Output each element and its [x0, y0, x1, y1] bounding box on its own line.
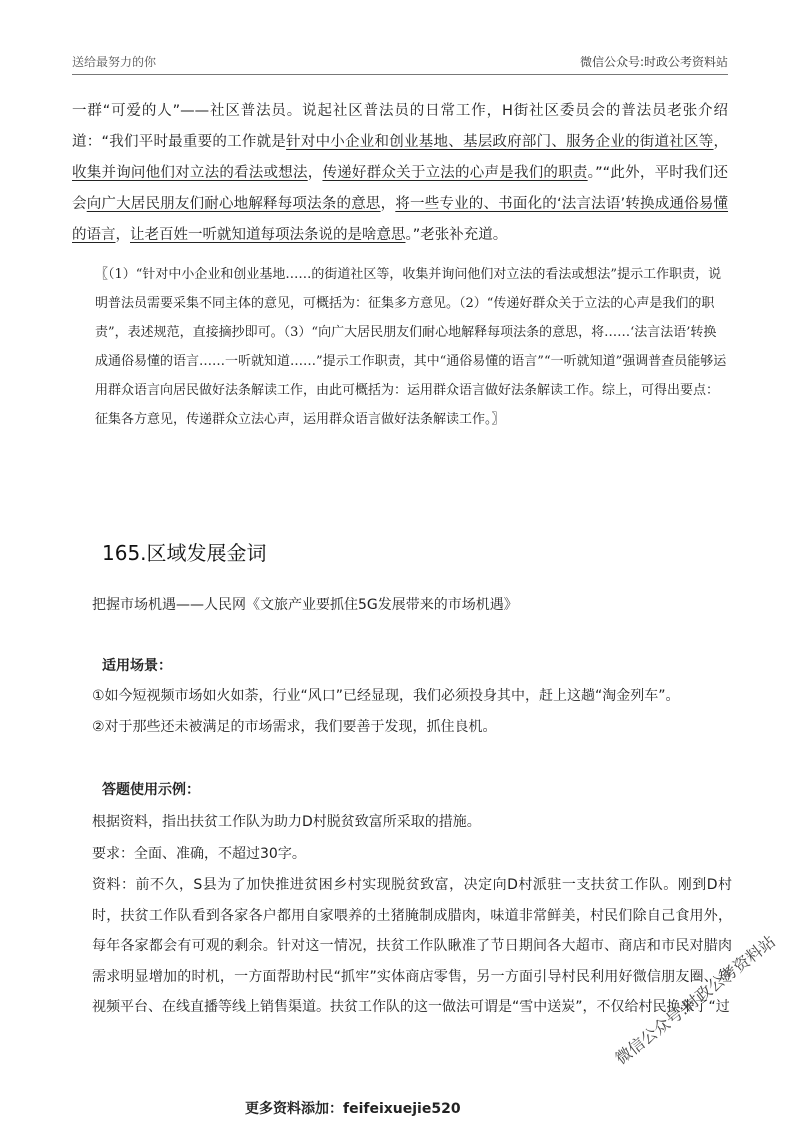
- watermark-text: 微信公众号:时政公考资料站: [611, 931, 779, 1069]
- scenario-item-1: ①如今短视频市场如火如荼，行业“风口”已经显现，我们必须投身其中，赶上这趟“淘金列车”。: [92, 688, 680, 704]
- section-title: 165.区域发展金词: [102, 541, 267, 565]
- scenario-title: 适用场景：: [102, 658, 172, 674]
- header-divider: [72, 74, 728, 75]
- interview-paragraph: 一群“可爱的人”——社区普法员。说起社区普法员的日常工作，H街社区委员会的普法员老张介绍道：“我们平时最重要的工作就是针对中小企业和创业基地、基层政府部门、服务企业的街道社区等，收集并询问他们对立法的看法或想法，传递好群众关于立法的心声是我们的职责。”“此外，平时我们还会向广大居民朋友们耐心地解释每项法条的意思，将一些专业的、书面化的‘法言法语’转换成通俗易懂的语言，让老百姓一听就知道每项法条说的是啥意思。”老张补充道。: [72, 103, 729, 243]
- example-title: 答题使用示例：: [102, 782, 200, 798]
- footer-text: 更多资料添加：feifeixuejie520: [245, 1101, 461, 1117]
- header-left-text: 送给最努力的你: [72, 55, 157, 69]
- example-question: 根据资料，指出扶贫工作队为助力D村脱贫致富所采取的措施。: [92, 814, 481, 830]
- header-right-text: 微信公众号:时政公考资料站: [579, 55, 728, 69]
- example-requirement: 要求：全面、准确，不超过30字。: [92, 846, 306, 862]
- scenario-item-2: ②对于那些还未被满足的市场需求，我们要善于发现，抓住良机。: [92, 719, 497, 735]
- analysis-paragraph: 〖（1）“针对中小企业和创业基地……的街道社区等，收集并询问他们对立法的看法或想法”提示工作职责，说明普法员需要采集不同主体的意见，可概括为：征集多方意见。（2）“传递好群众关于立法的心声是我们的职责”，表述规范，直接摘抄即可。（3）“向广大居民朋友们耐心地解释每项法条的意思，将……‘法言法语’转换成通俗易懂的语言……一听就知道……”提示工作职责，其中“通俗易懂的语言”“一听就知道”强调普查员能够运用群众语言向居民做好法条解读工作，由此可概括为：运用群众语言做好法条解读工作。综上，可得出要点：征集各方意见，传递群众立法心声，运用群众语言做好法条解读工作。〗: [95, 267, 727, 427]
- source-line: 把握市场机遇——人民网《文旅产业要抓住5G发展带来的市场机遇》: [92, 597, 518, 613]
- example-material: 资料：前不久，S县为了加快推进贫困乡村实现脱贫致富，决定向D村派驻一支扶贫工作队。刚到D村时，扶贫工作队看到各家各户都用自家喂养的土猪腌制成腊肉，味道非常鲜美，村民们除自己食用外，每年各家都会有可观的剩余。针对这一情况，扶贫工作队瞅准了节日期间各大超市、商店和市民对腊肉需求明显增加的时机，一方面帮助村民“抓牢”实体商店零售，另一方面引导村民利用好微信朋友圈、短视频平台、在线直播等线上销售渠道。扶贫工作队的这一做法可谓是“雪中送炭”，不仅给村民换来了“过: [92, 877, 732, 1015]
